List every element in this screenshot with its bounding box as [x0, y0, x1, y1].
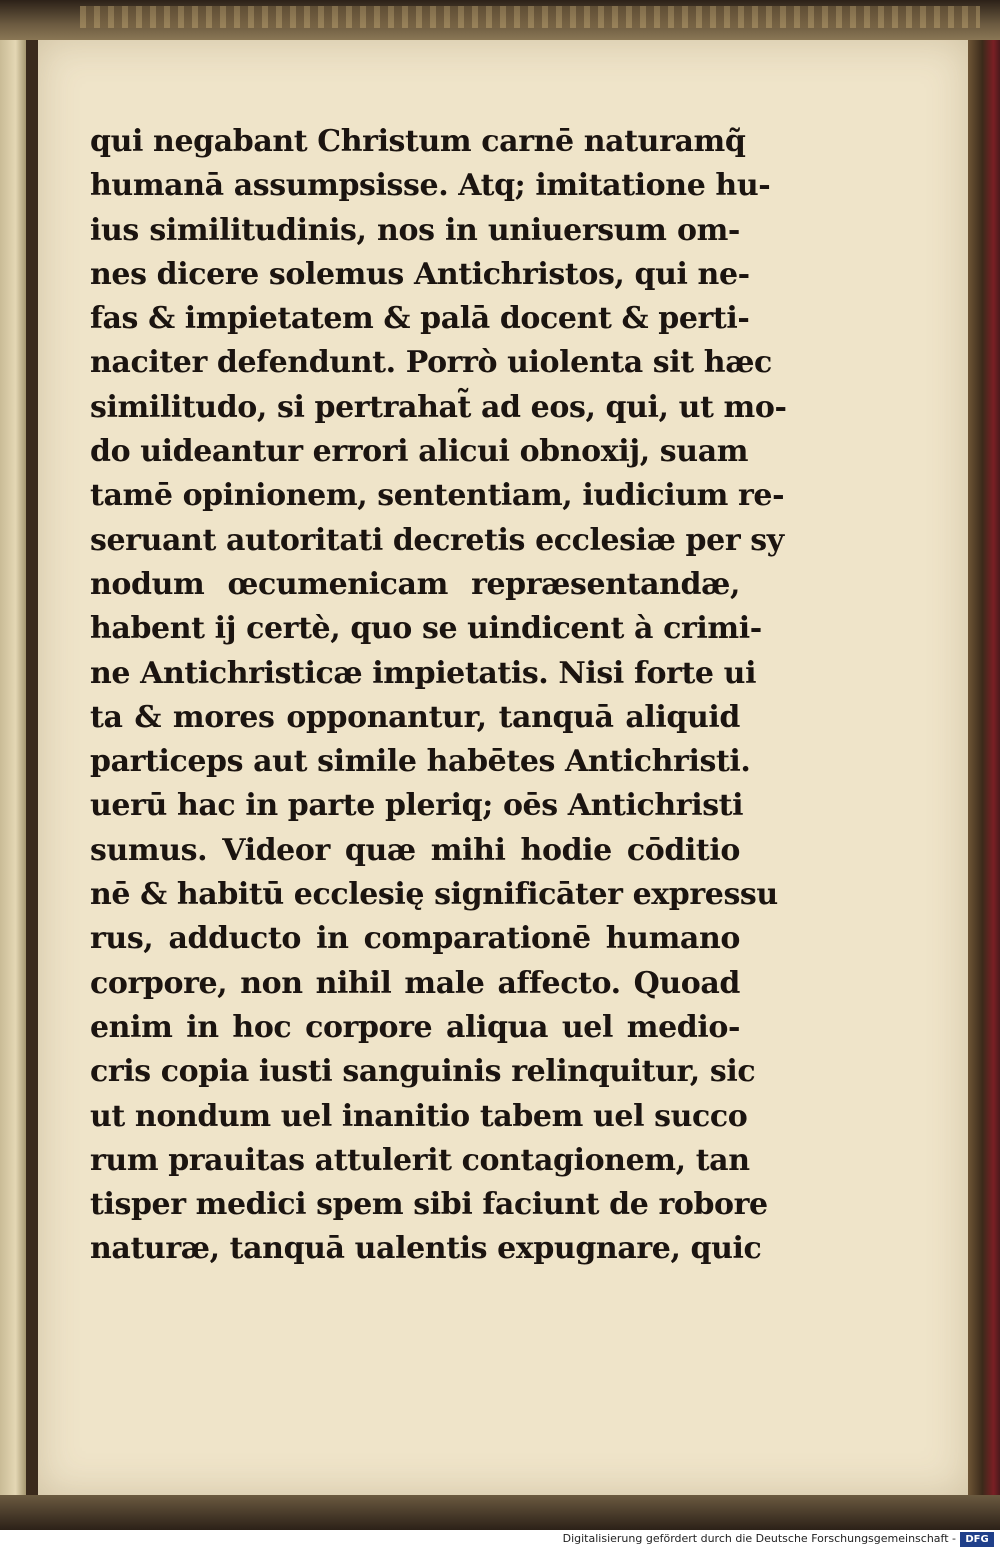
binding-right	[968, 40, 1000, 1510]
text-line: ne Antichristicæ impietatis. Nisi forte ui	[90, 655, 757, 691]
text-line: similitudo, si pertrahat̃ ad eos, qui, ut mo-	[90, 389, 787, 425]
text-line: particeps aut simile habētes Antichristi.	[90, 744, 751, 780]
facing-page-edge	[0, 40, 26, 1510]
text-line: humanā assumpsisse. Atq; imitatione hu-	[90, 168, 771, 204]
text-line: habent ij certè, quo se uindicent à crimi-	[90, 611, 762, 647]
dfg-logo: DFG	[960, 1532, 994, 1547]
text-line: seruant autoritati decretis ecclesiæ per sy	[90, 522, 784, 558]
text-line: ut nondum uel inanitio tabem uel succo	[90, 1098, 748, 1134]
text-line: do uideantur errori alicui obnoxij, suam	[90, 434, 749, 470]
text-line: ta & mores opponantur, tanquā aliquid	[90, 699, 740, 735]
tooled-border	[80, 6, 980, 28]
text-line: corpore, non nihil male affecto. Quoad	[90, 965, 740, 1001]
page-text	[90, 120, 787, 1272]
footer-bar	[0, 1530, 1000, 1550]
text-line: tamē opinionem, sententiam, iudicium re-	[90, 478, 785, 514]
text-line: nē & habitū ecclesię significāter expressu	[90, 877, 778, 913]
text-line: tisper medici spem sibi faciunt de robore	[90, 1187, 768, 1223]
binding-top	[0, 0, 1000, 40]
text-line: sumus. Videor quæ mihi hodie cōditio	[90, 832, 740, 868]
text-line: uerū hac in parte pleriq; oēs Antichristi	[90, 788, 744, 824]
text-line: cris copia iusti sanguinis relinquitur, sic	[90, 1054, 756, 1090]
text-line: qui negabant Christum carnē naturamq̃	[90, 124, 746, 159]
text-line: nodum œcumenicam repræsentandæ,	[90, 566, 740, 602]
text-line: naciter defendunt. Porrò uiolenta sit hæc	[90, 345, 772, 381]
funding-credit: Digitalisierung gefördert durch die Deutsche Forschungsgemeinschaft -	[562, 1532, 956, 1545]
text-line: fas & impietatem & palā docent & perti-	[90, 301, 750, 337]
text-line: ius similitudinis, nos in uniuersum om-	[90, 212, 740, 248]
text-line: enim in hoc corpore aliqua uel medio-	[90, 1009, 740, 1045]
text-line: rus, adducto in comparationē humano	[90, 921, 740, 957]
text-line: naturæ, tanquā ualentis expugnare, quic	[90, 1231, 762, 1267]
text-line: nes dicere solemus Antichristos, qui ne-	[90, 256, 750, 292]
text-line: rum prauitas attulerit contagionem, tan	[90, 1142, 750, 1178]
binding-bottom	[0, 1495, 1000, 1530]
